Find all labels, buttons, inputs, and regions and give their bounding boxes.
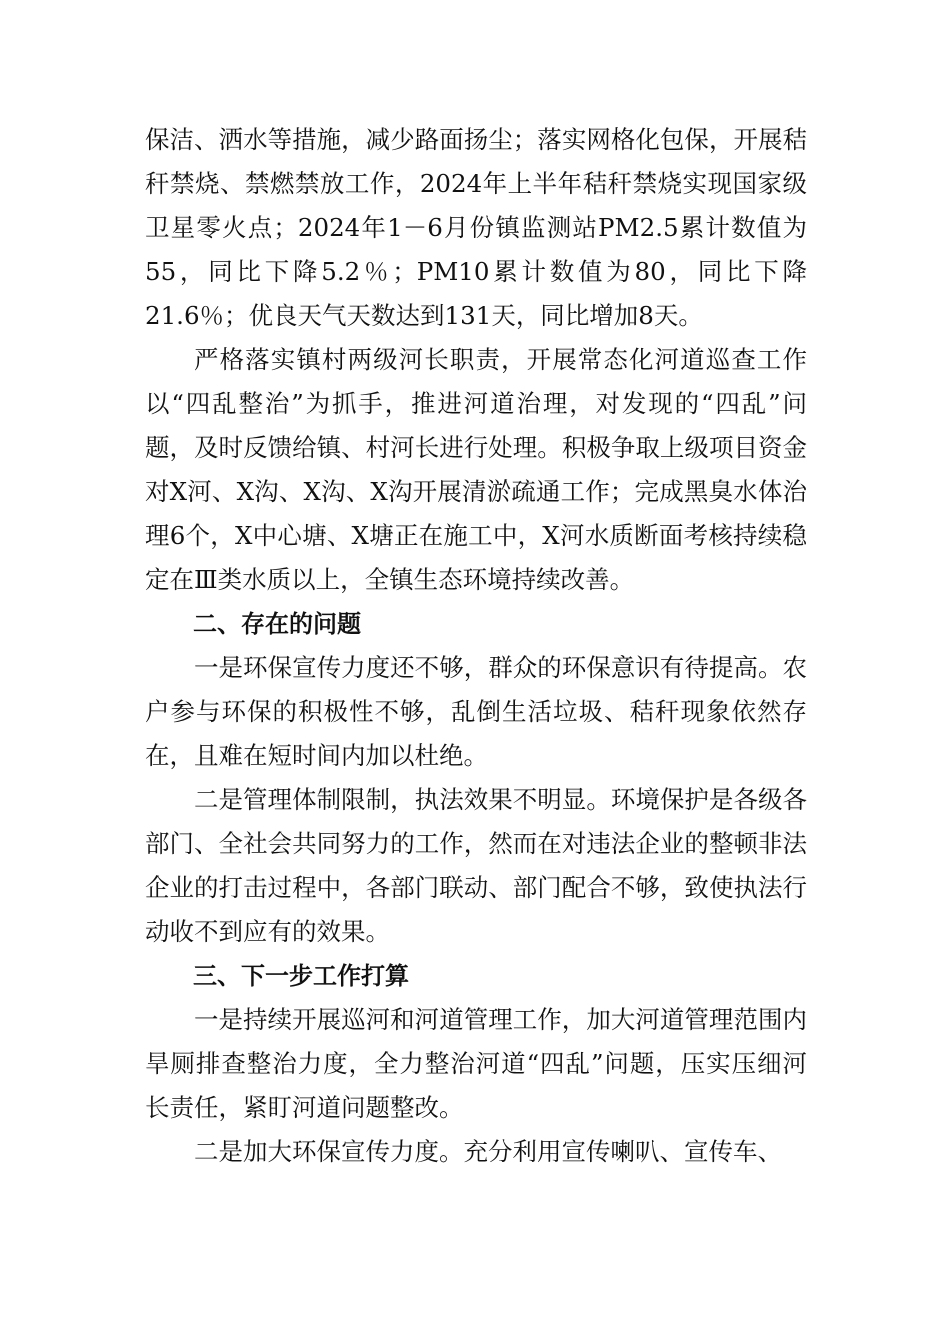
paragraph-problem-enforcement: 二是管理体制限制，执法效果不明显。环境保护是各级各部门、全社会共同努力的工作，然而在对违法企业的整顿非法企业的打击过程中，各部门联动、部门配合不够，致使执法行动收不到应有的效果。 — [145, 785, 807, 946]
paragraph-river-governance: 严格落实镇村两级河长职责，开展常态化河道巡查工作以“四乱整治”为抓手，推进河道治理，对发现的“四乱”问题，及时反馈给镇、村河长进行处理。积极争取上级项目资金对X河、X沟、X沟、X沟开展清淤疏通工作；完成黑臭水体治理6个，X中心塘、X塘正在施工中，X河水质断面考核持续稳定在Ⅲ类水质以上，全镇生态环境持续改善。 — [145, 345, 807, 594]
section-heading-next-steps: 三、下一步工作打算 — [193, 962, 409, 990]
paragraph-air-quality: 保洁、洒水等措施，减少路面扬尘；落实网格化包保，开展秸秆禁烧、禁燃禁放工作，2024年上半年秸秆禁烧实现国家级卫星零火点；2024年1－6月份镇监测站PM2.5累计数值为55，同比下降5.2％；PM10累计数值为80，同比下降21.6％；优良天气天数达到131天，同比增加8天。 — [145, 125, 807, 330]
section-heading-problems: 二、存在的问题 — [193, 610, 361, 638]
paragraph-plan-publicity: 二是加大环保宣传力度。充分利用宣传喇叭、宣传车、 — [194, 1137, 782, 1166]
document-page — [145, 118, 807, 1174]
paragraph-plan-river-patrol: 一是持续开展巡河和河道管理工作，加大河道管理范围内旱厕排查整治力度，全力整治河道“四乱”问题，压实压细河长责任，紧盯河道问题整改。 — [145, 1005, 807, 1122]
paragraph-problem-publicity: 一是环保宣传力度还不够，群众的环保意识有待提高。农户参与环保的积极性不够，乱倒生活垃圾、秸秆现象依然存在，且难在短时间内加以杜绝。 — [145, 653, 807, 770]
